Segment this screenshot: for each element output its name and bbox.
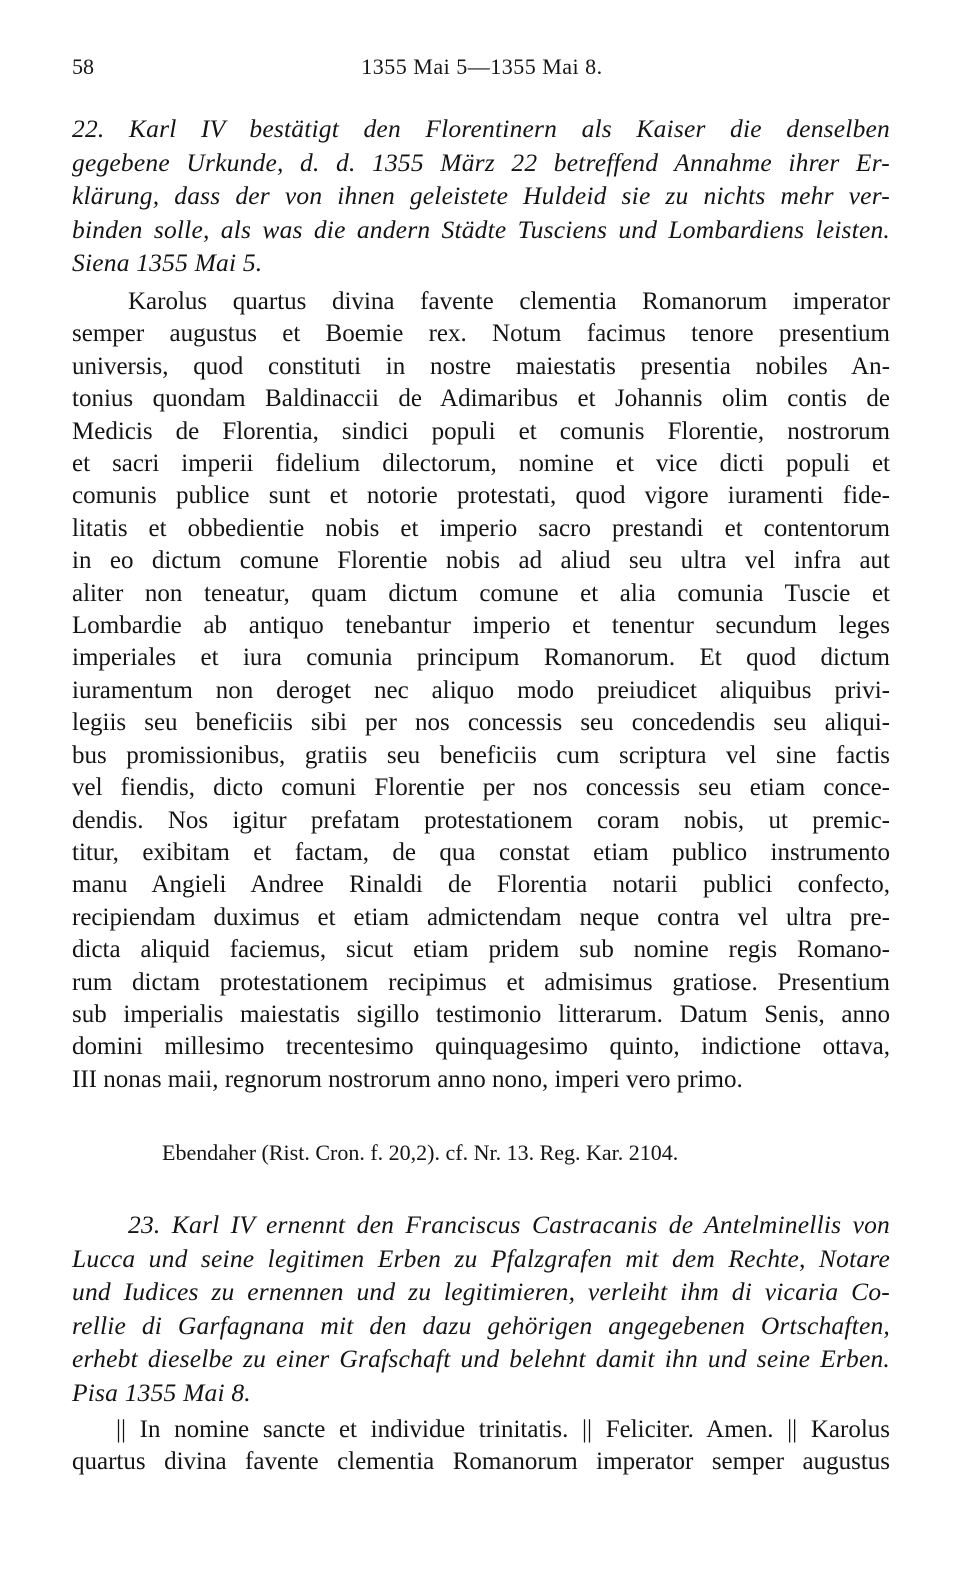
body-line: aliter non teneatur, quam dictum comune et alia comunia Tuscie et <box>72 579 890 607</box>
running-head-date-range: 1355 Mai 5—1355 Mai 8. <box>361 54 603 79</box>
body-line: quartus divina favente clementia Romanorum imperator semper augustus <box>72 1448 890 1476</box>
body-line: universis, quod constituti in nostre maiestatis presentia nobiles An- <box>72 352 890 380</box>
document-22-regest <box>72 112 890 280</box>
regest-line: 23. Karl IV ernennt den Franciscus Castracanis de Antelminellis von <box>128 1210 890 1239</box>
document-22-source-note: Ebendaher (Rist. Cron. f. 20,2). cf. Nr. 13. Reg. Kar. 2104. <box>162 1140 679 1165</box>
body-line: dicta aliquid faciemus, sicut etiam pridem sub nomine regis Romano- <box>72 936 890 964</box>
body-line: vel fiendis, dicto comuni Florentie per nos concessis seu etiam conce- <box>72 774 890 802</box>
page-header <box>72 54 892 88</box>
body-line: legiis seu beneficiis sibi per nos concessis seu concedendis seu aliqui- <box>72 709 890 737</box>
document-22-body <box>72 286 890 1096</box>
body-line: semper augustus et Boemie rex. Notum facimus tenore presentium <box>72 320 890 348</box>
document-23-body <box>72 1414 890 1479</box>
regest-line: Pisa 1355 Mai 8. <box>72 1377 251 1407</box>
regest-line: und Iudices zu ernennen und zu legitimieren, verleiht ihm di vicaria Co- <box>72 1277 890 1306</box>
body-line: || In nomine sancte et individue trinitatis. || Feliciter. Amen. || Karolus <box>116 1416 890 1443</box>
body-line: et sacri imperii fidelium dilectorum, nomine et vice dicti populi et <box>72 450 890 478</box>
body-line: iuramentum non deroget nec aliquo modo preiudicet aliquibus privi- <box>72 676 890 704</box>
body-line: comunis publice sunt et notorie protestati, quod vigore iuramenti fide- <box>72 482 890 510</box>
regest-line: Siena 1355 Mai 5. <box>72 248 263 277</box>
body-line: dendis. Nos igitur prefatam protestationem coram nobis, ut premic- <box>72 806 890 834</box>
page-number: 58 <box>72 54 94 79</box>
regest-line: klärung, dass der von ihnen geleistete Huldeid sie zu nichts mehr ver- <box>72 181 890 210</box>
body-line: Lombardie ab antiquo tenebantur imperio et tenentur secundum leges <box>72 612 890 640</box>
body-line: Medicis de Florentia, sindici populi et comunis Florentie, nostrorum <box>72 417 890 445</box>
body-line: domini millesimo trecentesimo quinquagesimo quinto, indictione ottava, <box>72 1033 890 1061</box>
regest-line: binden solle, als was die andern Städte Tusciens und Lombardiens leisten. <box>72 214 890 244</box>
regest-line: 22. Karl IV bestätigt den Florentinern als Kaiser die denselben <box>72 114 890 143</box>
body-line: titur, exibitam et factam, de qua constat etiam publico instrumento <box>72 838 890 866</box>
body-line: manu Angieli Andree Rinaldi de Florentia notarii publici confecto, <box>72 871 890 899</box>
body-line: litatis et obbedientie nobis et imperio sacro prestandi et contentorum <box>72 514 890 542</box>
body-line: rum dictam protestationem recipimus et admisimus gratiose. Presentium <box>72 968 890 996</box>
body-line: recipiendam duximus et etiam admictendam neque contra vel ultra pre- <box>72 903 890 931</box>
regest-line: erhebt dieselbe zu einer Grafschaft und belehnt damit ihn und seine Erben. <box>72 1344 890 1373</box>
body-line: Karolus quartus divina favente clementia Romanorum imperator <box>128 288 890 315</box>
body-line: bus promissionibus, gratiis seu beneficiis cum scriptura vel sine factis <box>72 741 890 769</box>
body-line: in eo dictum comune Florentie nobis ad aliud seu ultra vel infra aut <box>72 547 890 575</box>
document-23-regest <box>72 1208 890 1409</box>
body-line: sub imperialis maiestatis sigillo testimonio litterarum. Datum Senis, anno <box>72 1000 890 1028</box>
body-line: imperiales et iura comunia principum Romanorum. Et quod dictum <box>72 644 890 672</box>
body-line: tonius quondam Baldinaccii de Adimaribus et Johannis olim contis de <box>72 385 890 413</box>
body-line: III nonas maii, regnorum nostrorum anno nono, imperi vero primo. <box>72 1065 743 1093</box>
regest-line: Lucca und seine legitimen Erben zu Pfalzgrafen mit dem Rechte, Notare <box>72 1243 890 1273</box>
regest-line: gegebene Urkunde, d. d. 1355 März 22 betreffend Annahme ihrer Er- <box>72 147 890 177</box>
regest-line: rellie di Garfagnana mit den dazu gehörigen angegebenen Ortschaften, <box>72 1310 890 1340</box>
